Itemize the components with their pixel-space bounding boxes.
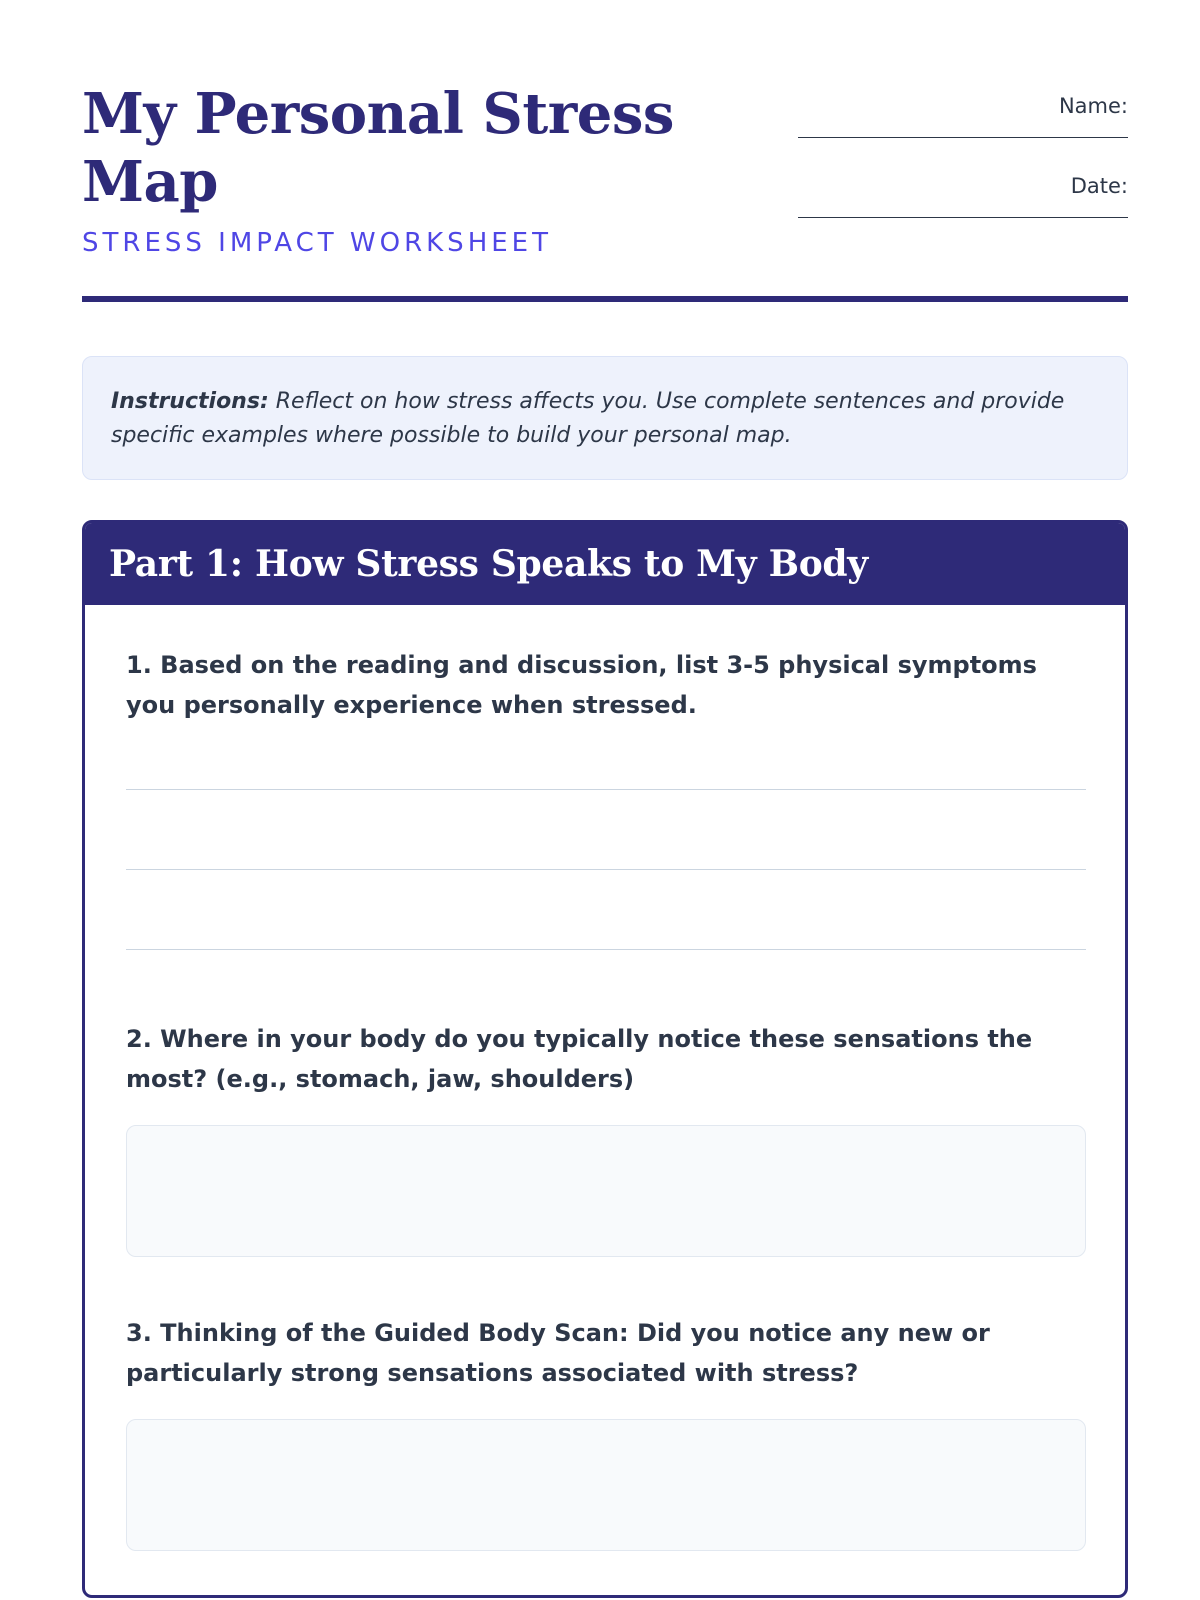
worksheet-header	[82, 0, 1128, 303]
name-date-fields	[798, 92, 1128, 252]
date-input-line[interactable]	[798, 217, 1128, 218]
name-input-line[interactable]	[798, 137, 1128, 138]
page-subtitle: STRESS IMPACT WORKSHEET	[82, 228, 552, 258]
part1-title: Part 1: How Stress Speaks to My Body	[85, 523, 1125, 605]
answer-line-2[interactable]	[126, 869, 1086, 870]
instructions-box	[82, 356, 1128, 480]
name-label: Name:	[1058, 94, 1128, 118]
answer-box-2[interactable]	[126, 1125, 1086, 1257]
instructions-text: Reflect on how stress affects you. Use complete sentences and provide specific examples where possible to build your personal map.	[111, 389, 1065, 448]
answer-box-3[interactable]	[126, 1419, 1086, 1551]
part1-section	[82, 520, 1128, 1598]
answer-line-1[interactable]	[126, 789, 1086, 790]
worksheet-page	[82, 0, 1128, 1387]
question-3: 3. Thinking of the Guided Body Scan: Did you notice any new or particularly strong sensations associated with stress?	[126, 1319, 990, 1387]
question-1: 1. Based on the reading and discussion, list 3-5 physical symptoms you personally experience when stressed.	[126, 651, 1037, 719]
page-title: My Personal Stress Map	[82, 81, 674, 215]
question-2: 2. Where in your body do you typically notice these sensations the most? (e.g., stomach, jaw, shoulders)	[126, 1025, 1033, 1093]
answer-line-3[interactable]	[126, 949, 1086, 950]
date-label: Date:	[1070, 174, 1128, 198]
instructions-label: Instructions:	[111, 389, 269, 414]
date-field	[798, 172, 1128, 252]
name-field	[798, 92, 1128, 172]
header-divider	[82, 296, 1128, 302]
